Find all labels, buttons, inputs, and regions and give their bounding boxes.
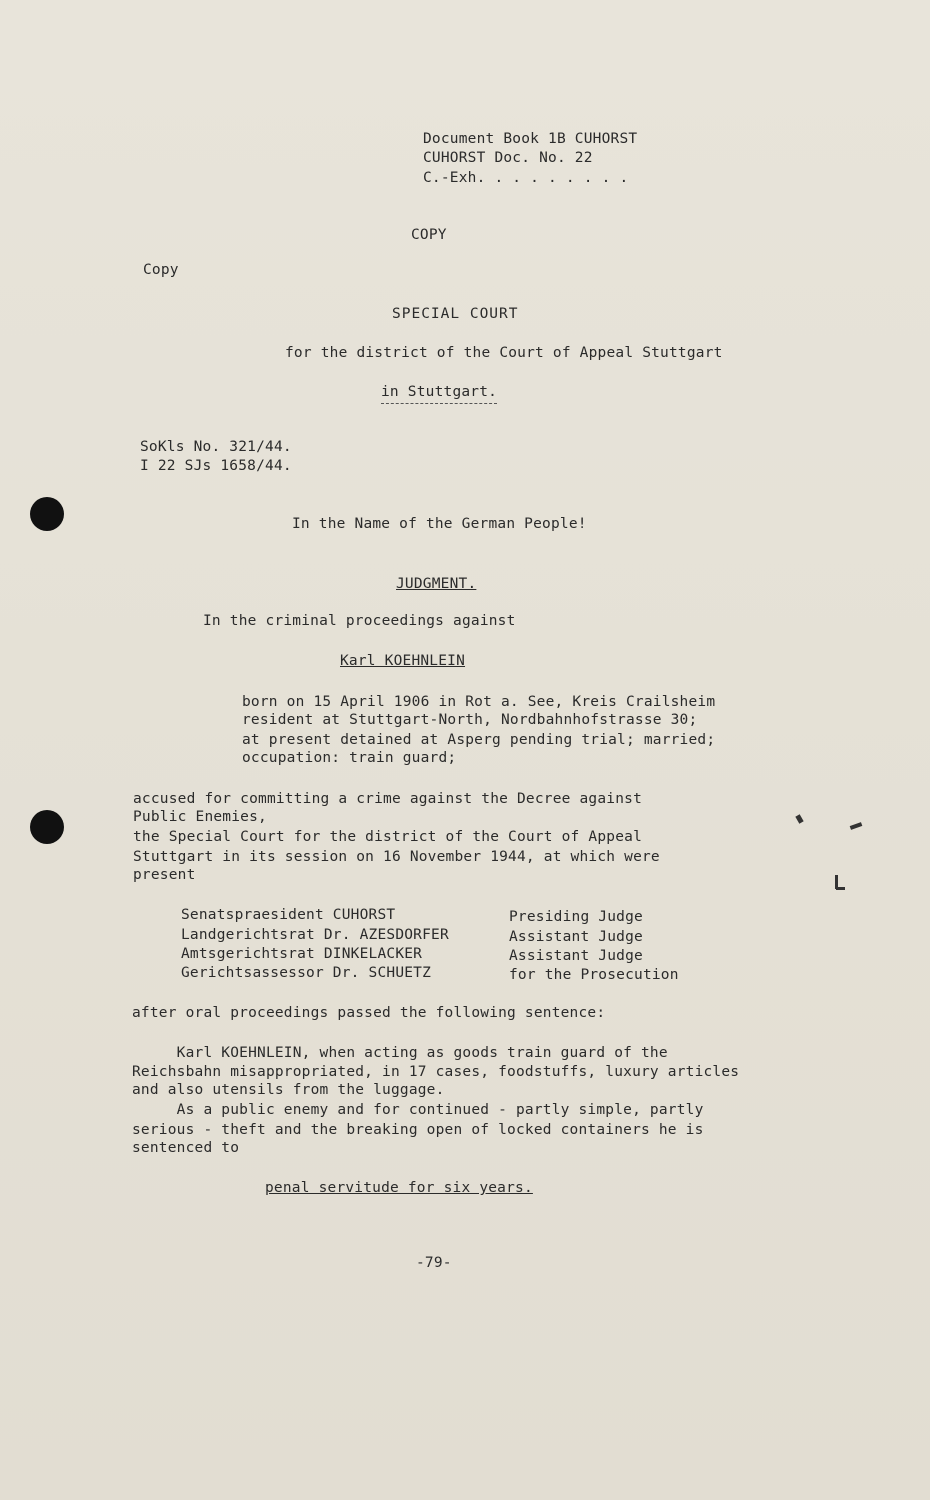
present-name: Senatspraesident CUHORST	[181, 907, 396, 923]
case-reference-1: SoKls No. 321/44.	[140, 439, 292, 455]
sentence-line: Reichsbahn misappropriated, in 17 cases, foodstuffs, luxury articles	[132, 1064, 740, 1080]
exhibit-line: C.-Exh. . . . . . . . .	[423, 170, 629, 186]
present-role: for the Prosecution	[509, 967, 679, 983]
bio-line: resident at Stuttgart-North, Nordbahnhofstrasse 30;	[242, 712, 698, 728]
present-name: Gerichtsassessor Dr. SCHUETZ	[181, 965, 432, 981]
sentence-line: sentenced to	[132, 1140, 240, 1156]
punch-hole-bottom	[30, 810, 64, 844]
present-role: Assistant Judge	[509, 929, 643, 945]
margin-mark	[795, 814, 803, 823]
after-oral-line: after oral proceedings passed the following sentence:	[132, 1005, 606, 1021]
court-title: SPECIAL COURT	[392, 306, 519, 322]
sentence-line: serious - theft and the breaking open of locked containers he is	[132, 1122, 704, 1138]
court-district: for the district of the Court of Appeal Stuttgart	[285, 345, 723, 361]
bio-line: born on 15 April 1906 in Rot a. See, Kreis Crailsheim	[242, 694, 716, 710]
judgment-heading: JUDGMENT.	[396, 576, 477, 592]
verdict-line: penal servitude for six years.	[265, 1180, 533, 1196]
accused-name: Karl KOEHNLEIN	[340, 653, 466, 669]
accused-para-line: the Special Court for the district of the Court of Appeal	[133, 829, 642, 845]
page-number: -79-	[416, 1255, 452, 1271]
present-role: Presiding Judge	[509, 909, 643, 925]
accused-para-line: Public Enemies,	[133, 809, 267, 825]
present-role: Assistant Judge	[509, 948, 643, 964]
accused-para-line: present	[133, 867, 196, 883]
sentence-line: Karl KOEHNLEIN, when acting as goods train guard of the	[132, 1045, 668, 1061]
doc-number-line: CUHORST Doc. No. 22	[423, 150, 593, 166]
in-the-name-heading: In the Name of the German People!	[292, 516, 587, 532]
margin-mark	[836, 887, 845, 890]
court-city: in Stuttgart.	[381, 383, 497, 404]
doc-book-line: Document Book 1B CUHORST	[423, 131, 638, 147]
copy-heading: COPY	[411, 227, 447, 243]
present-name: Landgerichtsrat Dr. AZESDORFER	[181, 927, 449, 943]
sentence-line: As a public enemy and for continued - partly simple, partly	[132, 1102, 704, 1118]
bio-line: occupation: train guard;	[242, 750, 457, 766]
accused-para-line: accused for committing a crime against the Decree against	[133, 791, 642, 807]
case-reference-2: I 22 SJs 1658/44.	[140, 458, 292, 474]
present-name: Amtsgerichtsrat DINKELACKER	[181, 946, 423, 962]
proceedings-line: In the criminal proceedings against	[203, 613, 516, 629]
copy-label: Copy	[143, 262, 179, 278]
bio-line: at present detained at Asperg pending trial; married;	[242, 732, 716, 748]
sentence-line: and also utensils from the luggage.	[132, 1082, 445, 1098]
punch-hole-top	[30, 497, 64, 531]
margin-mark	[850, 822, 863, 830]
accused-para-line: Stuttgart in its session on 16 November 1944, at which were	[133, 849, 660, 865]
